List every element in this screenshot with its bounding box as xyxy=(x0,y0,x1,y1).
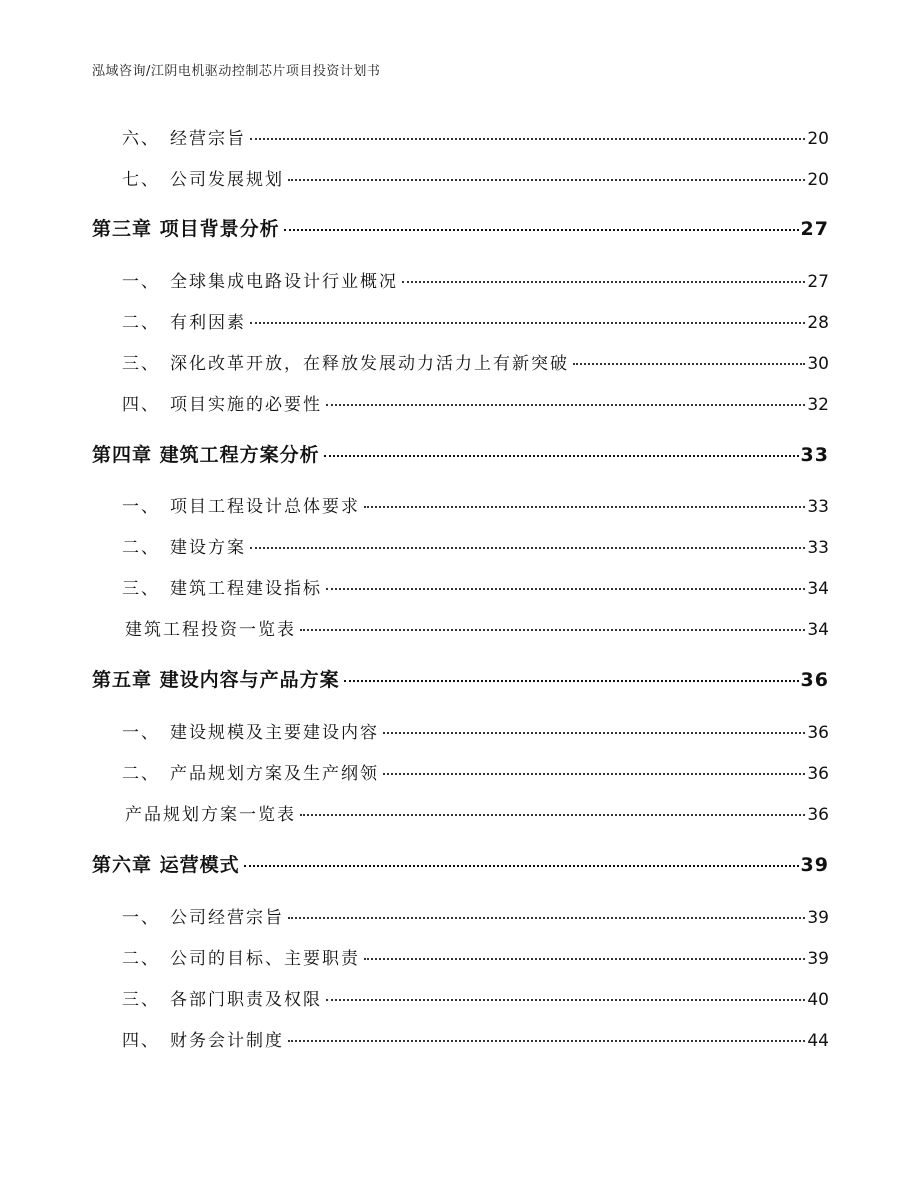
toc-entry-number: 三、 xyxy=(122,990,160,1010)
toc-page-number: 33 xyxy=(807,497,829,517)
toc-entry-label xyxy=(92,903,286,928)
toc-entry-number: 二、 xyxy=(122,949,160,969)
toc-entry-text: 经营宗旨 xyxy=(170,129,246,149)
toc-chapter-title: 第三章 项目背景分析 xyxy=(92,218,280,240)
toc-page-number: 34 xyxy=(807,620,829,640)
toc-entry[interactable] xyxy=(92,985,829,1010)
toc-dot-leader xyxy=(383,773,805,775)
toc-chapter-entry[interactable] xyxy=(92,214,829,241)
toc-entry[interactable] xyxy=(92,944,829,969)
toc-entry-text: 各部门职责及权限 xyxy=(170,990,322,1010)
toc-entry[interactable] xyxy=(92,124,829,149)
toc-entry-text: 建筑工程建设指标 xyxy=(170,579,322,599)
toc-table-entry[interactable] xyxy=(92,615,829,640)
toc-chapter-title: 第四章 建筑工程方案分析 xyxy=(92,444,320,466)
toc-dot-leader xyxy=(324,455,799,457)
toc-entry-text: 项目实施的必要性 xyxy=(170,395,322,415)
toc-dot-leader xyxy=(402,281,805,283)
toc-chapter-title: 第六章 运营模式 xyxy=(92,854,240,876)
toc-page-number: 36 xyxy=(800,669,829,691)
toc-entry-text: 建设规模及主要建设内容 xyxy=(170,723,379,743)
toc-dot-leader xyxy=(326,588,805,590)
toc-dot-leader xyxy=(288,1040,805,1042)
toc-entry-number: 三、 xyxy=(122,354,160,374)
toc-entry[interactable] xyxy=(92,903,829,928)
toc-entry-text: 建筑工程投资一览表 xyxy=(125,620,296,640)
toc-entry[interactable] xyxy=(92,533,829,558)
toc-dot-leader xyxy=(288,917,805,919)
toc-entry[interactable] xyxy=(92,1026,829,1051)
toc-entry[interactable] xyxy=(92,718,829,743)
toc-dot-leader xyxy=(326,999,805,1001)
toc-entry-label xyxy=(92,267,400,292)
toc-dot-leader xyxy=(344,680,799,682)
toc-page-number: 27 xyxy=(800,218,829,240)
toc-entry-number: 六、 xyxy=(122,129,160,149)
toc-entry[interactable] xyxy=(92,759,829,784)
toc-entry-label xyxy=(92,124,248,149)
toc-table-entry[interactable] xyxy=(92,800,829,825)
toc-entry[interactable] xyxy=(92,267,829,292)
toc-page-number: 30 xyxy=(807,354,829,374)
toc-chapter-entry[interactable] xyxy=(92,440,829,467)
toc-entry[interactable] xyxy=(92,165,829,190)
toc-chapter-title: 第五章 建设内容与产品方案 xyxy=(92,669,340,691)
toc-entry[interactable] xyxy=(92,390,829,415)
toc-entry[interactable] xyxy=(92,492,829,517)
toc-entry-text: 建设方案 xyxy=(170,538,246,558)
toc-dot-leader xyxy=(300,629,805,631)
toc-entry-label xyxy=(92,759,381,784)
toc-chapter-entry[interactable] xyxy=(92,850,829,877)
toc-dot-leader xyxy=(364,958,805,960)
toc-entry-label xyxy=(92,533,248,558)
toc-entry-number: 七、 xyxy=(122,170,160,190)
toc-entry-label xyxy=(92,1026,286,1051)
toc-entry-label xyxy=(92,492,362,517)
toc-dot-leader xyxy=(250,547,805,549)
toc-page-number: 36 xyxy=(807,805,829,825)
toc-page-number: 20 xyxy=(807,129,829,149)
toc-entry-text: 财务会计制度 xyxy=(170,1031,284,1051)
toc-entry-label xyxy=(92,390,324,415)
toc-entry[interactable] xyxy=(92,349,829,374)
toc-dot-leader xyxy=(573,363,805,365)
toc-entry-text: 产品规划方案一览表 xyxy=(125,805,296,825)
toc-page-number: 28 xyxy=(807,313,829,333)
toc-entry-number: 二、 xyxy=(122,764,160,784)
toc-entry-number: 一、 xyxy=(122,908,160,928)
toc-dot-leader xyxy=(244,865,799,867)
toc-entry-text: 深化改革开放，在释放发展动力活力上有新突破 xyxy=(170,354,569,374)
toc-entry[interactable] xyxy=(92,574,829,599)
toc-page-number: 33 xyxy=(807,538,829,558)
toc-entry-text: 产品规划方案及生产纲领 xyxy=(170,764,379,784)
toc-entry-label xyxy=(92,165,286,190)
toc-page-number: 39 xyxy=(807,949,829,969)
toc-entry-text: 公司经营宗旨 xyxy=(170,908,284,928)
toc-entry-text: 公司的目标、主要职责 xyxy=(170,949,360,969)
toc-entry-number: 四、 xyxy=(122,1031,160,1051)
toc-entry-text: 公司发展规划 xyxy=(170,170,284,190)
toc-entry-number: 四、 xyxy=(122,395,160,415)
toc-entry-number: 三、 xyxy=(122,579,160,599)
toc-entry-label xyxy=(92,349,571,374)
document-header: 泓域咨询/江阴电机驱动控制芯片项目投资计划书 xyxy=(92,64,381,79)
toc-entry-number: 二、 xyxy=(122,313,160,333)
toc-dot-leader xyxy=(250,138,805,140)
toc-page-number: 33 xyxy=(800,444,829,466)
toc-entry-label xyxy=(92,308,248,333)
toc-page-number: 27 xyxy=(807,272,829,292)
toc-page-number: 36 xyxy=(807,764,829,784)
toc-dot-leader xyxy=(284,229,799,231)
toc-entry-label xyxy=(92,944,362,969)
toc-page-number: 40 xyxy=(807,990,829,1010)
toc-entry-number: 一、 xyxy=(122,497,160,517)
toc-page-number: 34 xyxy=(807,579,829,599)
toc-page-number: 32 xyxy=(807,395,829,415)
toc-chapter-entry[interactable] xyxy=(92,665,829,692)
toc-page-number: 36 xyxy=(807,723,829,743)
toc-dot-leader xyxy=(364,506,805,508)
toc-dot-leader xyxy=(326,404,805,406)
toc-entry-number: 一、 xyxy=(122,272,160,292)
toc-entry-text: 全球集成电路设计行业概况 xyxy=(170,272,398,292)
toc-entry[interactable] xyxy=(92,308,829,333)
toc-page-number: 44 xyxy=(807,1031,829,1051)
toc-dot-leader xyxy=(250,322,805,324)
toc-dot-leader xyxy=(288,179,805,181)
toc-entry-number: 一、 xyxy=(122,723,160,743)
toc-page-number: 39 xyxy=(800,854,829,876)
toc-entry-text: 项目工程设计总体要求 xyxy=(170,497,360,517)
toc-entry-text: 有利因素 xyxy=(170,313,246,333)
toc-entry-label xyxy=(92,574,324,599)
toc-page-number: 20 xyxy=(807,170,829,190)
toc-dot-leader xyxy=(300,814,805,816)
toc-entry-label xyxy=(92,985,324,1010)
toc-page-number: 39 xyxy=(807,908,829,928)
toc-entry-number: 二、 xyxy=(122,538,160,558)
toc-dot-leader xyxy=(383,732,805,734)
toc-entry-label xyxy=(92,718,381,743)
